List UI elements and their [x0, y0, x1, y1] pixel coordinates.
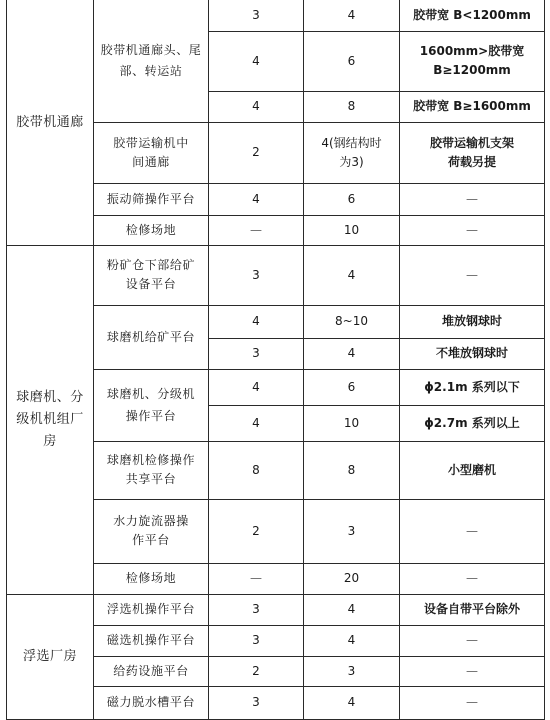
note-cell: —: [400, 625, 545, 656]
item-name-cell: 球磨机给矿平台: [94, 305, 209, 369]
value-cell: 10: [304, 405, 400, 441]
note-cell: 胶带运输机支架荷载另提: [400, 122, 545, 183]
value-cell: 4: [209, 305, 304, 338]
value-cell: 3: [304, 656, 400, 686]
value-cell: 4: [304, 245, 400, 305]
item-name-cell: 给药设施平台: [94, 656, 209, 686]
load-spec-table: [6, 0, 545, 720]
value-cell: 6: [304, 183, 400, 215]
value-cell: 6: [304, 31, 400, 91]
item-name-cell: 磁选机操作平台: [94, 625, 209, 656]
value-cell: —: [209, 563, 304, 594]
value-cell: 4: [209, 405, 304, 441]
value-cell: 10: [304, 215, 400, 245]
value-cell: 4: [304, 686, 400, 719]
value-cell: 2: [209, 122, 304, 183]
category-cell: 球磨机、分级机机组厂房: [7, 245, 94, 594]
value-cell: 8: [304, 91, 400, 122]
item-name-cell: 浮选机操作平台: [94, 594, 209, 625]
value-cell: 4: [304, 625, 400, 656]
item-name-cell: 水力旋流器操作平台: [94, 499, 209, 563]
item-name-cell: 胶带机通廊头、尾部、转运站: [94, 0, 209, 122]
item-name-cell: 振动筛操作平台: [94, 183, 209, 215]
value-cell: 8: [304, 441, 400, 499]
note-cell: 胶带宽 B≥1600mm: [400, 91, 545, 122]
value-cell: 3: [209, 686, 304, 719]
table-row: [7, 0, 545, 31]
item-name-cell: 胶带运输机中间通廊: [94, 122, 209, 183]
note-cell: —: [400, 245, 545, 305]
value-cell: 4: [209, 31, 304, 91]
value-cell: 3: [209, 625, 304, 656]
category-cell: 胶带机通廊: [7, 0, 94, 245]
value-cell: 3: [209, 245, 304, 305]
value-cell: 4: [304, 594, 400, 625]
note-cell: 堆放钢球时: [400, 305, 545, 338]
value-cell: 6: [304, 369, 400, 405]
value-cell: 8: [209, 441, 304, 499]
value-cell: 4(钢结构时为3): [304, 122, 400, 183]
value-cell: 8~10: [304, 305, 400, 338]
table-row: [7, 594, 545, 625]
value-cell: 3: [209, 338, 304, 369]
note-cell: ϕ2.7m 系列以上: [400, 405, 545, 441]
value-cell: 3: [304, 499, 400, 563]
value-cell: 20: [304, 563, 400, 594]
table-row: [7, 245, 545, 305]
value-cell: 2: [209, 499, 304, 563]
value-cell: 3: [209, 0, 304, 31]
value-cell: 4: [209, 369, 304, 405]
note-cell: 1600mm>胶带宽 B≥1200mm: [400, 31, 545, 91]
note-cell: —: [400, 215, 545, 245]
item-name-cell: 磁力脱水槽平台: [94, 686, 209, 719]
note-cell: —: [400, 656, 545, 686]
item-name-cell: 粉矿仓下部给矿设备平台: [94, 245, 209, 305]
note-cell: —: [400, 183, 545, 215]
value-cell: —: [209, 215, 304, 245]
value-cell: 4: [304, 0, 400, 31]
note-cell: —: [400, 563, 545, 594]
value-cell: 2: [209, 656, 304, 686]
value-cell: 4: [209, 91, 304, 122]
note-cell: 小型磨机: [400, 441, 545, 499]
note-cell: —: [400, 499, 545, 563]
note-cell: 不堆放钢球时: [400, 338, 545, 369]
item-name-cell: 球磨机检修操作共享平台: [94, 441, 209, 499]
value-cell: 4: [304, 338, 400, 369]
value-cell: 3: [209, 594, 304, 625]
value-cell: 4: [209, 183, 304, 215]
item-name-cell: 球磨机、分级机操作平台: [94, 369, 209, 441]
item-name-cell: 检修场地: [94, 563, 209, 594]
note-cell: —: [400, 686, 545, 719]
note-cell: 胶带宽 B<1200mm: [400, 0, 545, 31]
note-cell: ϕ2.1m 系列以下: [400, 369, 545, 405]
item-name-cell: 检修场地: [94, 215, 209, 245]
category-cell: 浮选厂房: [7, 594, 94, 719]
note-cell: 设备自带平台除外: [400, 594, 545, 625]
